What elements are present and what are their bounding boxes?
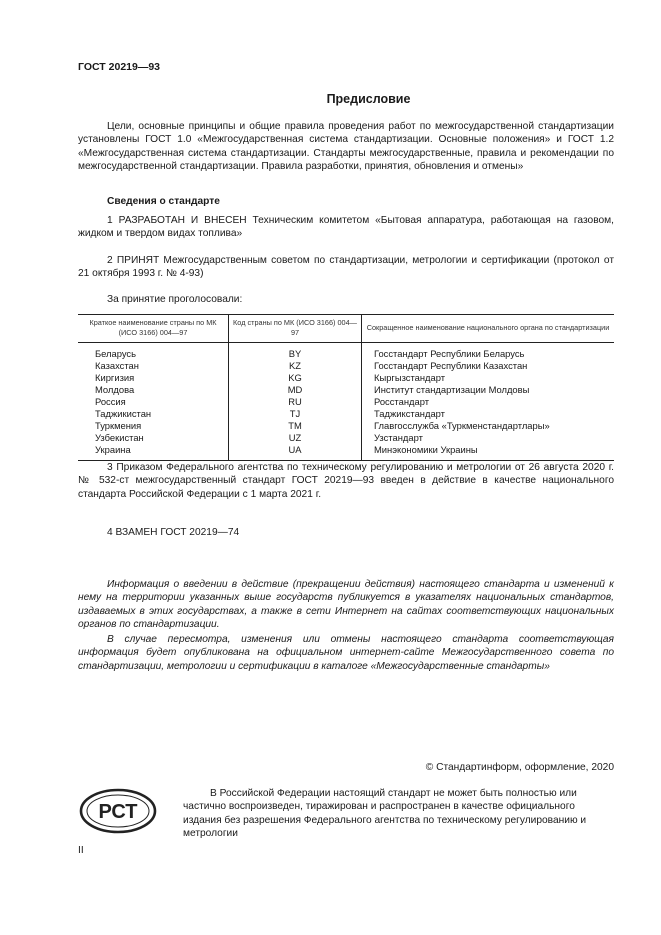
table-header-country: Краткое наименование страны по МК (ИСО 3166) 004—97 [78, 315, 229, 343]
logo-letters: РСТ [98, 801, 138, 823]
country-name-cell: Киргизия [95, 372, 135, 383]
document-header: ГОСТ 20219—93 [78, 61, 161, 73]
standards-body-cell: Госстандарт Республики Беларусь [362, 343, 615, 361]
country-code-cell: BY [229, 343, 362, 361]
country-name-cell: Таджикистан [95, 408, 152, 419]
item-2-paragraph: 2 ПРИНЯТ Межгосударственным советом по стандартизации, метрологии и сертификации (протокол от 21 октября 1993 г. № 4-93) [78, 255, 614, 280]
country-code-cell: KG [229, 372, 362, 384]
page-number: II [78, 845, 84, 856]
country-name-cell: Узбекистан [95, 432, 144, 443]
table-row [78, 372, 614, 384]
country-name-cell: Украина [78, 444, 229, 461]
country-name-cell: Туркмения [95, 420, 142, 431]
country-code-cell: TM [229, 420, 362, 432]
standards-body-cell: Таджикстандарт [362, 408, 615, 420]
country-code-cell: UA [229, 444, 362, 461]
country-code-cell: KZ [229, 360, 362, 372]
country-name-cell: Россия [95, 396, 126, 407]
standards-body-cell: Минэкономики Украины [362, 444, 615, 461]
standards-body-cell: Узстандарт [362, 432, 615, 444]
voted-label: За принятие проголосовали: [107, 294, 243, 305]
standards-body-cell: Госстандарт Республики Казахстан [362, 360, 615, 372]
standards-body-cell: Институт стандартизации Молдовы [362, 384, 615, 396]
page-title: Предисловие [326, 92, 411, 106]
item-3-paragraph: 3 Приказом Федерального агентства по техническому регулированию и метрологии от 26 августа 2020 г. № 532-ст межгосударственный стандарт ГОСТ 20219—93 введен в действие в качестве национального стандарта Российской Федерации с 1 марта 2021 г. [78, 462, 614, 500]
table-row [78, 343, 614, 361]
country-code-cell: UZ [229, 432, 362, 444]
intro-paragraph: Цели, основные принципы и общие правила проведения работ по межгосударственной стандартизации установлены ГОСТ 1.0 «Межгосударственная система стандартизации. Основные положения» и ГОСТ 1.2 «Межгосударственная система стандартизации. Стандарты межгосударственные, правила и рекомендации по межгосударственной стандартизации. Правила разработки, принятия, обновления и отмены» [78, 121, 614, 173]
country-code-cell: RU [229, 396, 362, 408]
table-row [78, 396, 614, 408]
italic-info-paragraph: Информация о введении в действие (прекращении действия) настоящего стандарта и изменений к нему на территории указанных выше государств публикуется в указателях национальных стандартов, издаваемых в этих государствах, а также в сети Интернет на сайтах соответствующих национальных органов по стандартизации. [78, 579, 614, 631]
reproduction-notice: В Российской Федерации настоящий стандарт не может быть полностью или частично воспроизведен, тиражирован и распространен в качестве официального издания без разрешения Федерального агентства по техническому регулированию и метрологии [183, 788, 587, 840]
section-heading: Сведения о стандарте [107, 196, 220, 207]
table-row [78, 408, 614, 420]
table-row [78, 384, 614, 396]
table-header-code: Код страны по МК (ИСО 3166) 004—97 [229, 315, 362, 343]
country-code-cell: MD [229, 384, 362, 396]
standards-body-cell: Росстандарт [362, 396, 615, 408]
country-name-cell: Молдова [95, 384, 135, 395]
table-header-body: Сокращенное наименование национального органа по стандартизации [362, 315, 615, 343]
table-header-row [78, 315, 614, 343]
standards-body-cell: Кыргызстандарт [362, 372, 615, 384]
item-1-paragraph: 1 РАЗРАБОТАН И ВНЕСЕН Техническим комитетом «Бытовая аппаратура, работающая на газовом, жидком и твердом видах топлива» [78, 215, 614, 240]
country-name-cell: Беларусь [95, 348, 137, 359]
table-row [78, 360, 614, 372]
item-4-paragraph: 4 ВЗАМЕН ГОСТ 20219—74 [107, 527, 240, 538]
table-row [78, 420, 614, 432]
copyright-line: © Стандартинформ, оформление, 2020 [425, 762, 614, 773]
countries-table [78, 314, 614, 461]
rst-logo [78, 787, 158, 835]
italic-revision-paragraph: В случае пересмотра, изменения или отмены настоящего стандарта соответствующая информация будет опубликована на официальном интернет-сайте Межгосударственного совета по стандартизации, метрологии и сертификации в каталоге «Межгосударственные стандарты» [78, 634, 614, 672]
table-row [78, 444, 614, 461]
country-name-cell: Казахстан [95, 360, 139, 371]
standards-body-cell: Главгосслужба «Туркменстандартлары» [362, 420, 615, 432]
country-code-cell: TJ [229, 408, 362, 420]
table-row [78, 432, 614, 444]
